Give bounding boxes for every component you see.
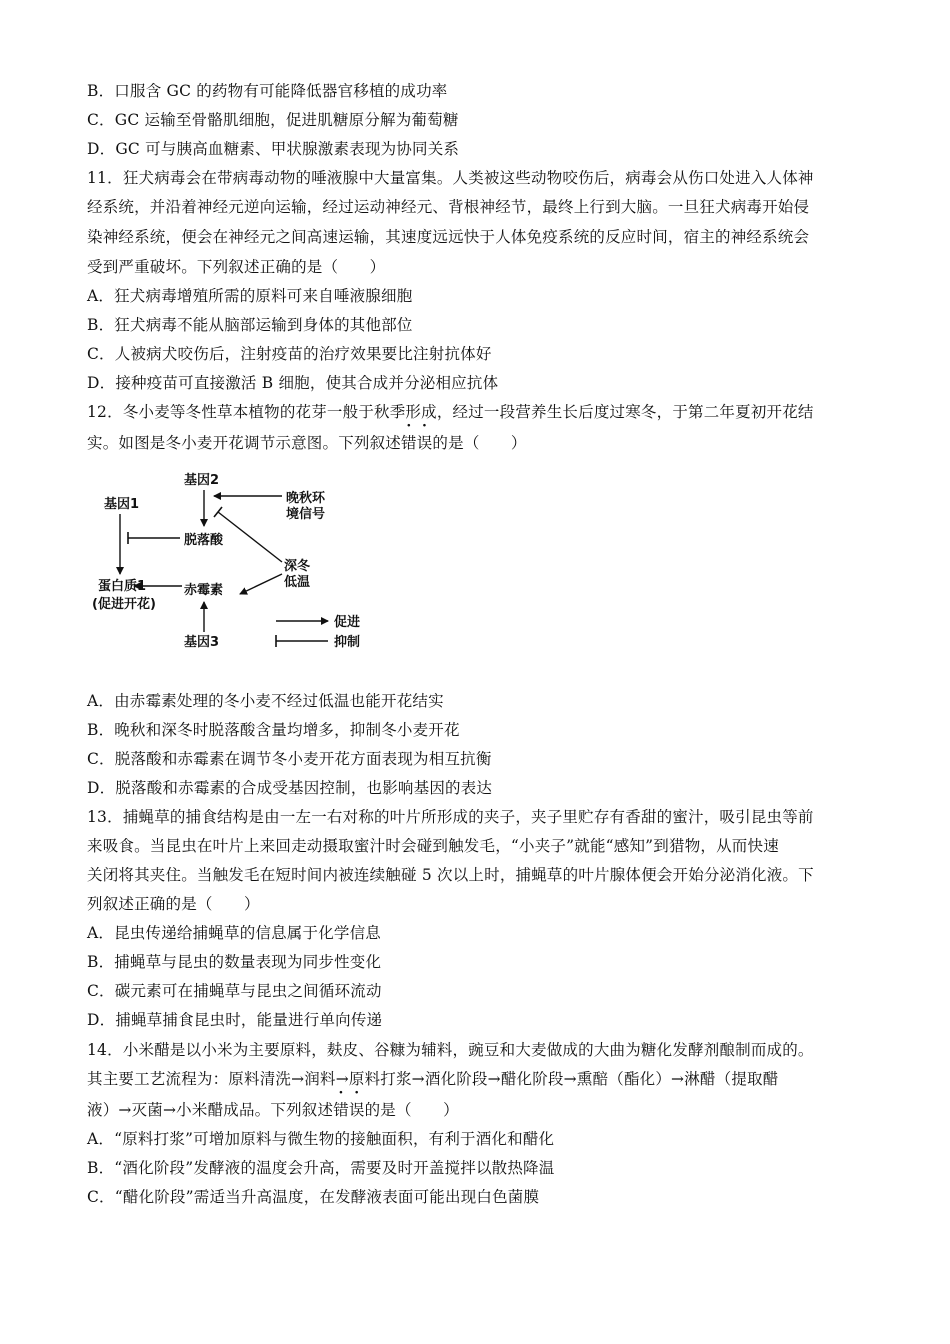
q10-option-b: B．口服含 GC 的药物有可能降低器官移植的成功率 — [87, 82, 448, 100]
q14-stem-tail: 的是（ ） — [364, 1101, 459, 1119]
q11-option-b: B．狂犬病毒不能从脑部运输到身体的其他部位 — [87, 316, 413, 334]
emphasis-char: 误 — [348, 1101, 365, 1119]
arrow-cold-to-ga — [240, 574, 282, 594]
q11-stem-line-3: 染神经系统，便会在神经元之间高速运输，其速度远远快于人体免疫系统的反应时间，宿主的神经系统会 — [87, 228, 810, 246]
q13-option-b: B．捕蝇草与昆虫的数量表现为同步性变化 — [87, 953, 382, 971]
q14-option-b: B．“酒化阶段”发酵液的温度会升高，需要及时开盖搅拌以散热降温 — [87, 1159, 555, 1177]
gene3-label: 基因3 — [184, 635, 220, 650]
protein1-label: 蛋白质1 — [98, 579, 147, 594]
q13-stem-line-3: 关闭将其夹住。当触发毛在短时间内被连续触碰 5 次以上时，捕蝇草的叶片腺体便会开始分泌消化液。下 — [87, 866, 814, 884]
legend-inhibit-label: 抑制 — [334, 635, 361, 650]
q10-option-d: D．GC 可与胰高血糖素、甲状腺激素表现为协同关系 — [87, 140, 460, 158]
q13-option-c: C．碳元素可在捕蝇草与昆虫之间循环流动 — [87, 982, 382, 1000]
q13-option-d: D．捕蝇草捕食昆虫时，能量进行单向传递 — [87, 1011, 383, 1029]
q14-stem-line-3 — [87, 1099, 459, 1121]
gene2-label: 基因2 — [184, 473, 220, 488]
emphasis-char: 误 — [416, 434, 433, 452]
q14-option-c: C．“醋化阶段”需适当升高温度，在发酵液表面可能出现白色菌膜 — [87, 1188, 540, 1206]
protein1-note: (促进开花) — [92, 597, 156, 612]
q13-stem-line-4: 列叙述正确的是（ ） — [87, 895, 260, 913]
deep-winter-label-2: 低温 — [284, 575, 311, 590]
abscisic-acid-label: 脱落酸 — [184, 533, 224, 548]
q11-stem-line-1: 11．狂犬病毒会在带病毒动物的唾液腺中大量富集。人类被这些动物咬伤后，病毒会从伤口处进入人体神 — [87, 169, 814, 187]
q11-stem-line-4: 受到严重破坏。下列叙述正确的是（ ） — [87, 258, 386, 276]
q14-stem-line-2: 其主要工艺流程为：原料清洗→润料→原料打浆→酒化阶段→醋化阶段→熏醅（酯化）→淋醋（提取醋 — [87, 1070, 779, 1088]
late-autumn-signal-label-1: 晚秋环 — [286, 491, 326, 506]
q10-option-c: C．GC 运输至骨骼肌细胞，促进肌糖原分解为葡萄糖 — [87, 111, 459, 129]
legend-promote-label: 促进 — [334, 615, 361, 630]
late-autumn-signal-label-2: 境信号 — [286, 507, 326, 522]
q14-stem-line-1: 14．小米醋是以小米为主要原料，麸皮、谷糠为辅料，豌豆和大麦做成的大曲为糖化发酵剂酿制而成的。 — [87, 1041, 814, 1059]
q12-option-d: D．脱落酸和赤霉素的合成受基因控制，也影响基因的表达 — [87, 779, 493, 797]
q12-stem-line-1: 12．冬小麦等冬性草本植物的花芽一般于秋季形成，经过一段营养生长后度过寒冬，于第二年夏初开花结 — [87, 403, 814, 421]
q12-stem-text: 实。如图是冬小麦开花调节示意图。下列叙述 — [87, 434, 402, 452]
q14-option-a: A．“原料打浆”可增加原料与微生物的接触面积，有利于酒化和醋化 — [87, 1130, 555, 1148]
deep-winter-label-1: 深冬 — [284, 559, 311, 574]
q13-stem-line-2: 来吸食。当昆虫在叶片上来回走动摄取蜜汁时会碰到触发毛，“小夹子”就能“感知”到猎物，从而快速 — [87, 837, 779, 855]
gibberellin-label: 赤霉素 — [184, 583, 224, 598]
q11-option-c: C．人被病犬咬伤后，注射疫苗的治疗效果要比注射抗体好 — [87, 345, 492, 363]
q12-stem-tail: 的是（ ） — [432, 434, 527, 452]
q11-stem-line-2: 经系统，并沿着神经元逆向运输，经过运动神经元、背根神经节，最终上行到大脑。一旦狂犬病毒开始侵 — [87, 198, 810, 216]
q11-option-d: D．接种疫苗可直接激活 B 细胞，使其合成并分泌相应抗体 — [87, 374, 499, 392]
emphasis-char: 错 — [333, 1101, 349, 1119]
q12-option-a: A．由赤霉素处理的冬小麦不经过低温也能开花结实 — [87, 692, 444, 710]
inhibit-cold-to-aba — [218, 512, 282, 562]
q12-stem-line-2 — [87, 432, 527, 454]
q11-option-a: A．狂犬病毒增殖所需的原料可来自唾液腺细胞 — [87, 287, 413, 305]
inhibit-bar — [214, 507, 222, 517]
emphasis-char: 错 — [401, 434, 417, 452]
q12-option-c: C．脱落酸和赤霉素在调节冬小麦开花方面表现为相互抗衡 — [87, 750, 492, 768]
q13-stem-line-1: 13．捕蝇草的捕食结构是由一左一右对称的叶片所形成的夹子，夹子里贮存有香甜的蜜汁，吸引昆虫等前 — [87, 808, 814, 826]
q14-stem-text: 液）→灭菌→小米醋成品。下列叙述 — [87, 1101, 334, 1119]
q13-option-a: A．昆虫传递给捕蝇草的信息属于化学信息 — [87, 924, 381, 942]
q12-option-b: B．晚秋和深冬时脱落酸含量均增多，抑制冬小麦开花 — [87, 721, 460, 739]
gene1-label: 基因1 — [104, 497, 140, 512]
flowering-regulation-diagram — [90, 466, 380, 656]
